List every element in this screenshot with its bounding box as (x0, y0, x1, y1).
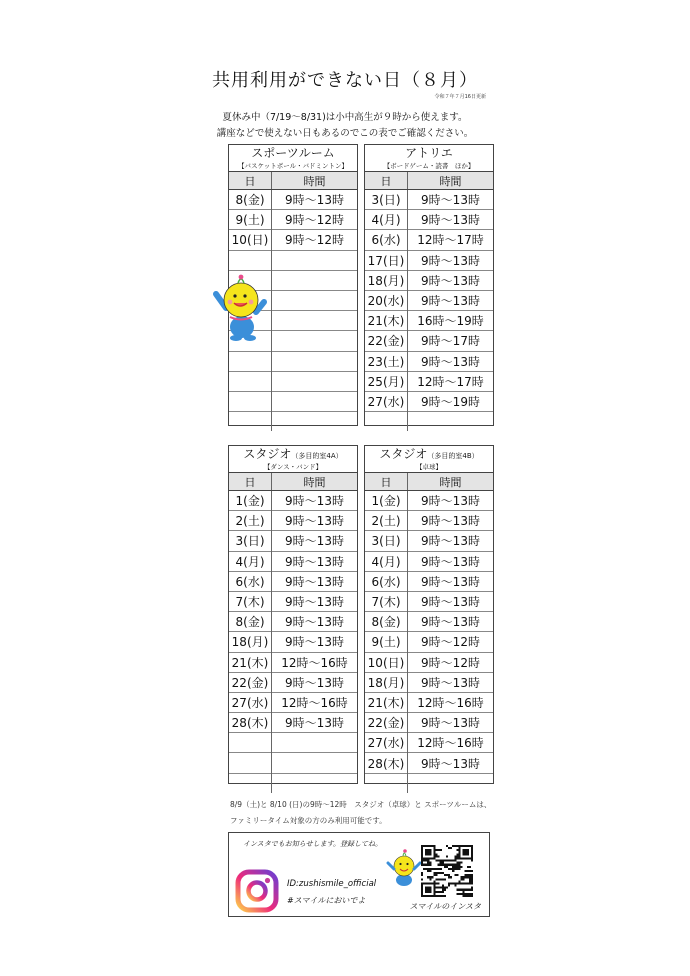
day-cell: 6(水) (365, 571, 408, 591)
day-cell: 25(月) (365, 371, 408, 391)
day-cell: 2(土) (229, 511, 272, 531)
time-cell (408, 412, 494, 432)
time-cell (272, 331, 358, 351)
day-cell: 1(金) (229, 491, 272, 511)
mascot-icon (386, 847, 422, 887)
note-line: 8/9（土)と 8/10 (日)の9時〜12時 スタジオ（卓球）と スポーツルームは、 (230, 800, 492, 809)
instagram-id: ID:zushismile_official (287, 879, 377, 889)
room-note: （多目的室4B） (427, 452, 479, 460)
time-cell: 9時〜19時 (408, 391, 494, 411)
instagram-caption: スマイルのインスタ (409, 902, 481, 911)
column-header-day: 日 (229, 473, 272, 491)
time-cell: 9時〜13時 (408, 531, 494, 551)
table-row (229, 412, 357, 432)
time-cell (272, 311, 358, 331)
time-cell: 9時〜13時 (408, 270, 494, 290)
instagram-panel (228, 832, 490, 917)
time-cell: 9時〜13時 (272, 672, 358, 692)
time-cell: 9時〜12時 (272, 230, 358, 250)
intro-text (0, 110, 690, 142)
schedule-grid (229, 473, 357, 793)
time-cell: 9時〜13時 (421, 193, 480, 208)
day-cell (229, 371, 272, 391)
column-header-day: 日 (229, 172, 272, 190)
table-header (365, 446, 493, 473)
table-row (365, 511, 493, 531)
table-row (229, 351, 357, 371)
time-cell (272, 773, 358, 793)
table-row (229, 371, 357, 391)
time-cell: 9時〜13時 (272, 551, 358, 571)
instagram-logo-icon[interactable] (233, 867, 281, 915)
time-cell: 12時〜16時 (272, 692, 358, 712)
day-cell: 8(金) (365, 612, 408, 632)
day-cell: 22(金) (229, 672, 272, 692)
column-header-time: 時間 (272, 172, 358, 190)
column-header-day: 日 (365, 473, 408, 491)
table-row (229, 632, 357, 652)
table-row (229, 190, 357, 210)
time-cell: 12時〜16時 (408, 692, 494, 712)
day-cell: 4(月) (365, 210, 408, 230)
table-row (229, 491, 357, 511)
time-cell: 12時〜17時 (408, 371, 494, 391)
time-cell: 9時〜13時 (272, 571, 358, 591)
table-row (365, 692, 493, 712)
table-row (365, 652, 493, 672)
time-cell: 9時〜13時 (272, 632, 358, 652)
room-usage: 【バスケットボール・バドミントン】 (238, 162, 348, 170)
time-cell: 9時〜13時 (408, 551, 494, 571)
time-cell: 9時〜13時 (408, 753, 494, 773)
time-cell: 9時〜13時 (408, 713, 494, 733)
day-cell: 21(木) (365, 692, 408, 712)
table-row (229, 591, 357, 611)
schedule-grid (365, 172, 493, 431)
day-cell: 10(日) (229, 230, 272, 250)
table-header (229, 446, 357, 473)
table-row (365, 591, 493, 611)
day-cell: 21(木) (229, 652, 272, 672)
day-cell: 18(月) (365, 270, 408, 290)
time-cell: 9時〜13時 (285, 193, 344, 208)
day-cell: 1(金) (365, 491, 408, 511)
table-row (229, 713, 357, 733)
day-cell (365, 412, 408, 432)
time-cell (408, 773, 494, 793)
table-row (365, 290, 493, 310)
schedule-table-studio-4b (364, 445, 494, 784)
day-cell: 6(水) (229, 571, 272, 591)
table-row (365, 311, 493, 331)
time-cell: 12時〜16時 (408, 733, 494, 753)
day-cell (229, 250, 272, 270)
time-cell: 9時〜13時 (272, 591, 358, 611)
room-name: アトリエ (405, 146, 453, 160)
table-row (365, 531, 493, 551)
day-cell: 22(金) (365, 331, 408, 351)
day-cell: 18(月) (229, 632, 272, 652)
day-cell: 23(土) (365, 351, 408, 371)
time-cell (272, 371, 358, 391)
day-cell: 27(水) (365, 391, 408, 411)
intro-line: 夏休み中（7/19〜8/31)は小中高生が９時から使えます。 (222, 112, 468, 123)
time-cell: 9時〜13時 (408, 571, 494, 591)
table-row (229, 571, 357, 591)
table-row (365, 412, 493, 432)
day-cell: 27(水) (365, 733, 408, 753)
table-row (229, 733, 357, 753)
day-cell: 6(水) (365, 230, 408, 250)
updated-date: 令和７年７月16日更新 (434, 94, 486, 100)
day-cell (229, 351, 272, 371)
day-cell: 27(水) (229, 692, 272, 712)
time-cell: 9時〜12時 (272, 210, 358, 230)
table-row (365, 571, 493, 591)
day-cell: 7(木) (365, 591, 408, 611)
time-cell: 9時〜13時 (272, 511, 358, 531)
instagram-message: インスタでもお知らせします。登録してね。 (243, 840, 383, 848)
column-header-time: 時間 (272, 473, 358, 491)
time-cell (272, 733, 358, 753)
table-row (365, 733, 493, 753)
time-cell: 9時〜13時 (272, 612, 358, 632)
table-row (229, 250, 357, 270)
day-cell: 22(金) (365, 713, 408, 733)
table-row (365, 612, 493, 632)
day-cell: 3(日) (365, 190, 408, 210)
table-row (365, 331, 493, 351)
time-cell (272, 351, 358, 371)
schedule-table-atelier (364, 144, 494, 426)
table-row (365, 250, 493, 270)
table-row (229, 210, 357, 230)
room-usage: 【ダンス・バンド】 (263, 463, 323, 471)
room-name: スタジオ (379, 447, 428, 461)
day-cell (229, 753, 272, 773)
room-note: （多目的室4A） (291, 452, 343, 460)
room-name: スポーツルーム (251, 146, 335, 160)
table-row (365, 551, 493, 571)
time-cell: 9時〜13時 (408, 511, 494, 531)
table-row (365, 351, 493, 371)
time-cell: 9時〜13時 (408, 591, 494, 611)
day-cell: 28(木) (365, 753, 408, 773)
time-cell (272, 290, 358, 310)
table-row (229, 672, 357, 692)
day-cell: 2(土) (365, 511, 408, 531)
time-cell: 9時〜13時 (408, 351, 494, 371)
day-cell: 28(木) (229, 713, 272, 733)
day-cell: 21(木) (365, 311, 408, 331)
time-cell (272, 391, 358, 411)
table-row (365, 672, 493, 692)
room-name: スタジオ (243, 447, 292, 461)
day-cell (229, 391, 272, 411)
day-cell (229, 733, 272, 753)
table-row (365, 210, 493, 230)
time-cell (272, 753, 358, 773)
table-row (365, 773, 493, 793)
table-row (365, 230, 493, 250)
time-cell (272, 250, 358, 270)
instagram-hashtag: #スマイルにおいでよ (287, 896, 366, 905)
day-cell: 7(木) (229, 591, 272, 611)
day-cell (365, 773, 408, 793)
table-row (229, 230, 357, 250)
table-row (229, 692, 357, 712)
table-row (365, 491, 493, 511)
day-cell: 9(土) (229, 210, 272, 230)
column-header-day: 日 (365, 172, 408, 190)
time-cell: 9時〜13時 (408, 250, 494, 270)
time-cell: 12時〜17時 (408, 230, 494, 250)
intro-line: 講座などで使えない日もあるのでこの表でご確認ください。 (216, 128, 474, 139)
column-header-time: 時間 (408, 172, 494, 190)
time-cell: 9時〜13時 (272, 713, 358, 733)
table-row (365, 391, 493, 411)
time-cell: 9時〜13時 (272, 531, 358, 551)
day-cell: 8(金) (229, 612, 272, 632)
time-cell: 9時〜13時 (408, 672, 494, 692)
time-cell: 9時〜13時 (408, 210, 494, 230)
table-row (365, 713, 493, 733)
table-header (365, 145, 493, 172)
table-header (229, 145, 357, 172)
note-line: ファミリータイム対象の方のみ利用可能です。 (230, 816, 387, 825)
table-row (229, 551, 357, 571)
table-row (365, 371, 493, 391)
table-row (365, 632, 493, 652)
table-row (365, 270, 493, 290)
schedule-table-studio-4a (228, 445, 358, 784)
schedule-grid (365, 473, 493, 793)
day-cell: 10(日) (365, 652, 408, 672)
day-cell: 4(月) (365, 551, 408, 571)
table-row (229, 391, 357, 411)
time-cell: 9時〜13時 (421, 494, 480, 509)
time-cell (272, 270, 358, 290)
room-usage: 【卓球】 (416, 463, 442, 471)
day-cell: 17(日) (365, 250, 408, 270)
qr-code-icon[interactable] (421, 845, 473, 897)
time-cell (272, 412, 358, 432)
room-usage: 【ボードゲーム・読書 ほか】 (383, 162, 475, 170)
day-cell (229, 773, 272, 793)
day-cell: 4(月) (229, 551, 272, 571)
time-cell: 9時〜13時 (285, 494, 344, 509)
table-row (229, 652, 357, 672)
table-row (229, 612, 357, 632)
time-cell: 9時〜13時 (408, 612, 494, 632)
table-row (229, 773, 357, 793)
time-cell: 9時〜12時 (408, 632, 494, 652)
column-header-time: 時間 (408, 473, 494, 491)
day-cell: 3(日) (365, 531, 408, 551)
table-row (365, 190, 493, 210)
table-row (229, 531, 357, 551)
table-row (365, 753, 493, 773)
time-cell: 16時〜19時 (408, 311, 494, 331)
table-row (229, 753, 357, 773)
time-cell: 12時〜16時 (272, 652, 358, 672)
day-cell: 18(月) (365, 672, 408, 692)
day-cell: 9(土) (365, 632, 408, 652)
time-cell: 9時〜13時 (408, 290, 494, 310)
day-cell (229, 412, 272, 432)
page-title: 共用利用ができない日（８月） (212, 70, 478, 91)
time-cell: 9時〜17時 (408, 331, 494, 351)
table-row (229, 511, 357, 531)
day-cell: 3(日) (229, 531, 272, 551)
day-cell: 20(水) (365, 290, 408, 310)
family-time-note (230, 797, 491, 829)
day-cell: 8(金) (229, 190, 272, 210)
mascot-icon (212, 272, 268, 342)
time-cell: 9時〜12時 (408, 652, 494, 672)
